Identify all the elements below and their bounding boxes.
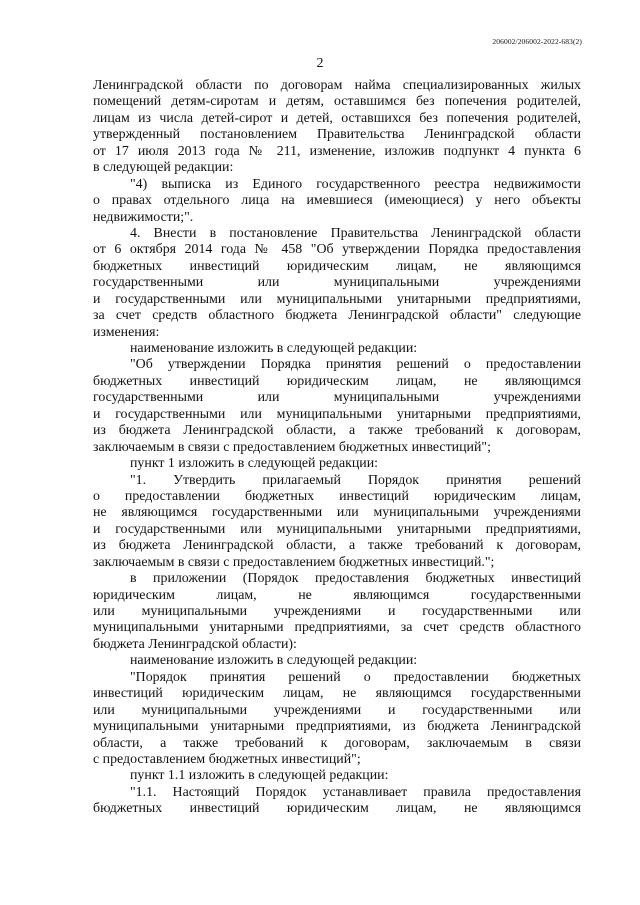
text-line: бюджета Ленинградской области): <box>93 636 297 652</box>
text-line: бюджетных инвестиций юридическим лицам, не являющимся <box>93 373 581 389</box>
text-line: инвестиций юридическим лицам, не являющимся государственными <box>93 686 581 702</box>
text-line: юридическим лицам, не являющимся государственными <box>93 587 581 603</box>
text-line: утвержденный постановлением Правительства Ленинградской области <box>93 127 581 143</box>
text-line: не являющимся государственными или муниципальными учреждениями <box>93 505 581 521</box>
text-line: заключаемым в связи с предоставлением бюджетных инвестиций."; <box>93 554 495 570</box>
text-line: с предоставлением бюджетных инвестиций"; <box>93 751 361 767</box>
text-line: муниципальными унитарными предприятиями, из бюджета Ленинградской <box>93 719 581 735</box>
text-line: о предоставлении бюджетных инвестиций юридическим лицам, <box>93 488 581 504</box>
text-line: и государственными или муниципальными унитарными предприятиями, <box>93 291 581 307</box>
text-line: пункт 1 изложить в следующей редакции: <box>130 456 379 472</box>
page-number: 2 <box>316 56 324 71</box>
text-line: лицам из числа детей-сирот и детей, оставшихся без попечения родителей, <box>93 110 581 126</box>
document-id: 206002/206002-2022-683(2) <box>492 37 582 46</box>
text-line: от 17 июля 2013 года № 211, изменение, изложив подпункт 4 пункта 6 <box>93 143 581 159</box>
text-line: или муниципальными учреждениями и государственными или <box>93 604 581 619</box>
text-line: "Порядок принятия решений о предоставлении бюджетных <box>130 669 581 685</box>
text-line: и государственными или муниципальными унитарными предприятиями, <box>93 521 581 537</box>
text-line: "1.1. Настоящий Порядок устанавливает правила предоставления <box>130 784 581 800</box>
text-line: Ленинградской области по договорам найма специализированных жилых <box>93 78 581 93</box>
text-line: наименование изложить в следующей редакции: <box>130 341 418 356</box>
text-line: бюджетных инвестиций юридическим лицам, не являющимся <box>93 801 581 817</box>
text-line: недвижимости;". <box>93 209 194 225</box>
text-line: наименование изложить в следующей редакции: <box>130 653 418 669</box>
text-line: или муниципальными учреждениями и государственными или <box>93 702 581 718</box>
text-line: изменения: <box>93 324 160 340</box>
text-line: от 6 октября 2014 года № 458 "Об утверждении Порядка предоставления <box>93 242 581 258</box>
text-line: в приложении (Порядок предоставления бюджетных инвестиций <box>130 571 581 587</box>
text-line: "1. Утвердить прилагаемый Порядок принятия решений <box>130 472 581 488</box>
text-line: заключаемым в связи с предоставлением бюджетных инвестиций"; <box>93 439 491 455</box>
text-line: бюджетных инвестиций юридическим лицам, не являющимся <box>93 258 581 274</box>
text-line: государственными или муниципальными учреждениями <box>93 275 581 291</box>
text-line: из бюджета Ленинградской области, а также требований к договорам, <box>93 538 581 554</box>
text-line: в следующей редакции: <box>93 160 234 176</box>
text-line: и государственными или муниципальными унитарными предприятиями, <box>93 406 581 422</box>
document-body <box>93 78 581 818</box>
text-line: о правах отдельного лица на имевшиеся (имеющиеся) у него объекты <box>93 193 581 209</box>
text-line: за счет средств областного бюджета Ленинградской области" следующие <box>93 308 581 324</box>
text-line: "Об утверждении Порядка принятия решений о предоставлении <box>130 357 581 373</box>
text-line: помещений детям-сиротам и детям, оставшимся без попечения родителей, <box>93 94 581 110</box>
text-line: пункт 1.1 изложить в следующей редакции: <box>130 768 389 784</box>
text-line: "4) выписка из Единого государственного реестра недвижимости <box>130 176 581 192</box>
text-line: муниципальными унитарными предприятиями, за счет средств областного <box>93 620 581 636</box>
text-line: государственными или муниципальными учреждениями <box>93 390 581 406</box>
text-line: 4. Внести в постановление Правительства Ленинградской области <box>130 225 581 241</box>
text-line: из бюджета Ленинградской области, а также требований к договорам, <box>93 423 581 439</box>
text-line: области, а также требований к договорам, заключаемым в связи <box>93 735 581 751</box>
